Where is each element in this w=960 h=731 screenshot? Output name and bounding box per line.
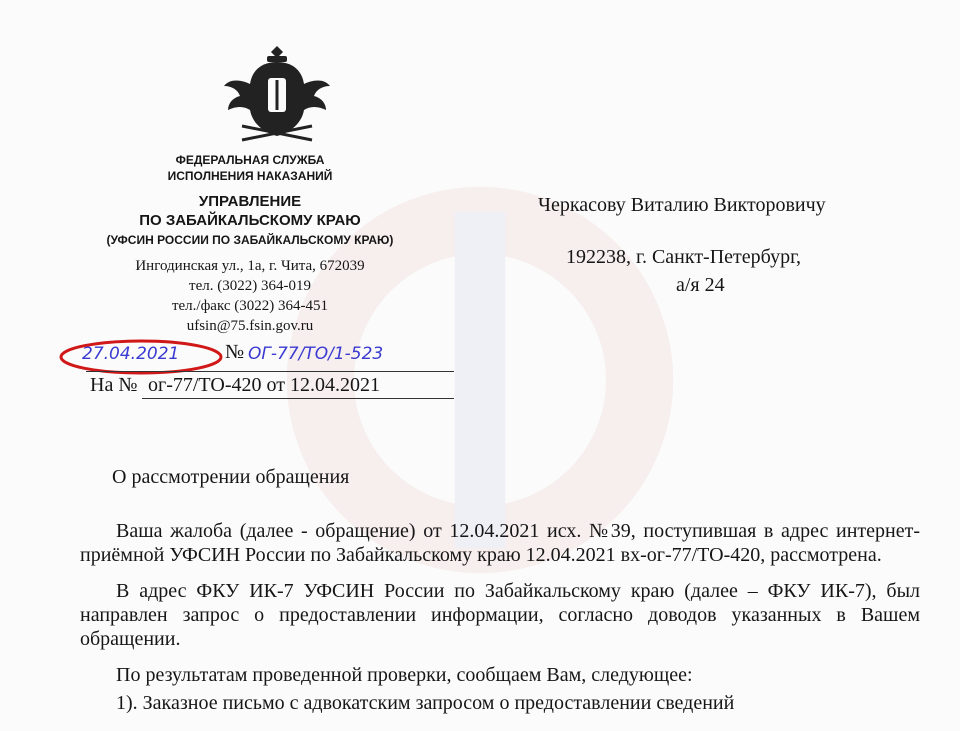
dept-line3: (УФСИН РОССИИ ПО ЗАБАЙКАЛЬСКОМУ КРАЮ) (106, 233, 394, 247)
recipient-name: Черкасову Виталию Викторовичу (538, 194, 826, 216)
coat-of-arms-emblem (222, 40, 332, 150)
org-fax: тел./факс (3022) 364-451 (171, 298, 329, 314)
letter-body (80, 519, 920, 727)
dept-line1: УПРАВЛЕНИЕ (198, 193, 302, 210)
body-paragraph-4: 1). Заказное письмо с адвокатским запросом о предоставлении сведений (116, 692, 735, 714)
reg-number: ОГ-77/ТО/1-523 (248, 344, 384, 364)
reg-num-prefix: № (225, 341, 245, 363)
recipient-city: 192238, г. Санкт-Петербург, (566, 246, 802, 268)
recipient-box: а/я 24 (676, 274, 725, 296)
dept-line2: ПО ЗАБАЙКАЛЬСКОМУ КРАЮ (139, 212, 361, 229)
reply-label: На № (90, 374, 138, 396)
body-paragraph-3: По результатам проведенной проверки, сообщаем Вам, следующее: (116, 664, 693, 686)
reg-underline (86, 371, 454, 372)
reply-value: ог-77/ТО-420 от 12.04.2021 (148, 374, 380, 396)
reg-date: 27.04.2021 (82, 344, 180, 364)
org-email: ufsin@75.fsin.gov.ru (186, 318, 314, 334)
service-line2: ИСПОЛНЕНИЯ НАКАЗАНИЙ (167, 169, 333, 183)
body-paragraph-2: В адрес ФКУ ИК-7 УФСИН России по Забайкальскому краю (далее – ФКУ ИК-7), был направлен запрос о предоставлении информации, согласно доводов указанных в Вашем обращении. (80, 580, 920, 650)
service-line1: ФЕДЕРАЛЬНАЯ СЛУЖБА (175, 153, 325, 167)
org-phone: тел. (3022) 364-019 (189, 278, 311, 294)
reply-underline (142, 398, 454, 399)
org-address: Ингодинская ул., 1а, г. Чита, 672039 (135, 258, 365, 274)
body-paragraph-1: Ваша жалоба (далее - обращение) от 12.04.2021 исх. №39, поступившая в адрес интернет-приёмной УФСИН России по Забайкальскому краю 12.04.2021 вх-ог-77/ТО-420, рассмотрена. (80, 520, 920, 566)
letter-subject: О рассмотрении обращения (112, 466, 350, 488)
